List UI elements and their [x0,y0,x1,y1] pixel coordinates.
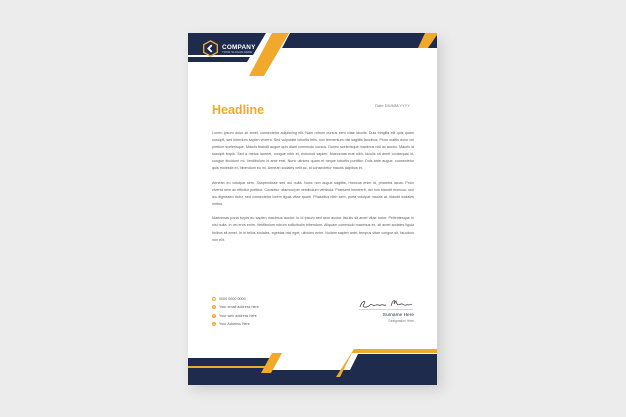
company-logo [202,40,256,57]
globe-icon: ● [213,314,215,318]
top-navy-strip [188,57,250,62]
letterhead-page [188,33,437,385]
company-tagline: YOUR SLOGAN HERE [222,50,253,54]
contact-phone-text: 0000 0000 0000 [219,297,246,302]
bottom-navy-right-block [350,354,437,370]
bottom-navy-band [188,370,437,385]
date-field: Date DD/MM/YYYY [375,103,410,108]
handwritten-signature [358,296,414,312]
phone-icon: ☎ [212,297,216,301]
contact-phone [212,295,259,303]
top-navy-right-block [282,33,437,48]
letter-body [212,130,414,251]
contact-email-text: Your email address here [219,305,259,310]
company-name: COMPANY [222,43,256,51]
contact-address-text: Your Address Here [219,322,250,327]
body-paragraph-1: Lorem ipsum dolor sit amet, consectetur adipiscing elit. Nam rutrum cursus sem vitae iaculis. Duis fringilla elit quis quam suscipit, sed interdum sapien viverra. Sed vulputate lobortis felis, non fermentum nisi sagittis faucibus. Proin mattis dolor vel pretium scelerisque. Mauris blandit augue quis diam commodo cursus. Donec scelerisque maximus nisl ac auctor. Mauris id suscipit turpis. Sed a metus laoreet, congue nibh et, euismod sapien. Maecenas erat nibh, iaculis sit amet consequat id, congue tincidunt mi. Vestibulum id ante erat. Nunc ultrices quam et neque lobortis porttitor. Duis ante augue, consectetur quis molestie et, bibendum eu mi. Aenean sodales velit ac, id consectetur mauris dapibus et. [212,131,414,171]
email-icon: ✉ [212,305,215,309]
location-icon: ▲ [212,322,216,326]
headline: Headline [212,103,265,117]
body-paragraph-3: Maecenas porta turpis eu sapien maximus auctor. In id ipsum sed sem auctor iaculis sit amet vitae tortor. Pellentesque in nisl nulla. In vel eros enim. Vestibulum rutrum sollicitudin bibendum. Aliquam commodo maximus ex, sit amet sodales ligula finibus sit amet. In in tellus sodales, egestas nisi eget, ultricies enim. Nullam sapien ante, tempus vitae congue sit, faucibus non elit. [212,216,414,242]
contact-list [212,295,259,328]
bottom-gold-line [188,366,266,368]
signature-block [358,296,414,323]
body-paragraph-2: Aenean eu volutpat sem. Suspendisse sed dui nulla. Nunc non augue sagittis, rhoncus enim id, pharetra lacus. Proin viverra sem ac efficitur porttitor. Curabitur ullamcorper vestibulum vehicula. Praesent hendrerit, dui non blandit rhoncus, orci leo dignissim dolor, sed consectetur lorem ligula vitae quam. Phasellus nibh sem, porta volutpat mauris at, blandit sodales metus. [212,180,414,207]
bottom-navy-left-block [188,358,272,370]
contact-web [212,312,259,320]
hexagon-chevron-icon [202,40,219,57]
contact-web-text: Your web address here [219,313,257,318]
signature-name: Surname Here [382,313,414,318]
signature-title: Designation Here [388,319,414,323]
contact-address [212,320,259,328]
contact-email [212,303,259,311]
